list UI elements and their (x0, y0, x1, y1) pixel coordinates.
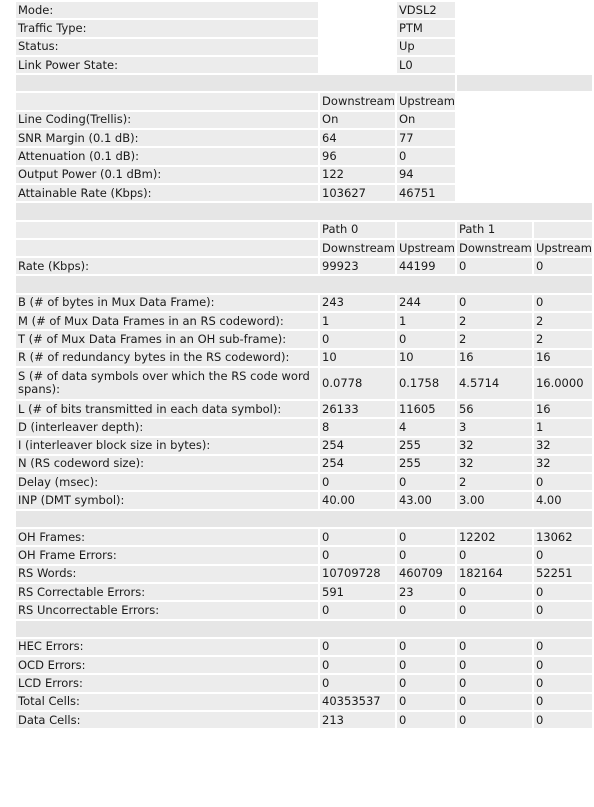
row-value: 16 (534, 350, 592, 366)
line-coding-up: On (397, 112, 455, 128)
row-value: 43.00 (397, 492, 455, 508)
row-value: 32 (457, 456, 532, 472)
table-row (16, 419, 592, 435)
row-value: 4.5714 (457, 368, 532, 399)
row-value: 0 (397, 602, 455, 618)
separator-row (16, 511, 592, 527)
row-value: 460709 (397, 566, 455, 582)
snr-margin-up: 77 (397, 130, 455, 146)
row-value: 0 (397, 712, 455, 728)
attainable-rate-up: 46751 (397, 185, 455, 201)
row-value: 12202 (457, 529, 532, 545)
row-value: 213 (320, 712, 395, 728)
row-value: 0 (320, 474, 395, 490)
row-value: 0 (457, 712, 532, 728)
table-row (16, 350, 592, 366)
traffic-type-value: PTM (397, 20, 455, 36)
row-label: T (# of Mux Data Frames in an OH sub-frame): (16, 331, 318, 347)
row-value: 0 (534, 547, 592, 563)
row-label: RS Uncorrectable Errors: (16, 602, 318, 618)
row-value: 10 (397, 350, 455, 366)
attenuation-label: Attenuation (0.1 dB): (16, 148, 318, 164)
table-row (16, 130, 592, 146)
row-value: 13062 (534, 529, 592, 545)
row-value: 591 (320, 584, 395, 600)
output-power-label: Output Power (0.1 dBm): (16, 167, 318, 183)
line-coding-down: On (320, 112, 395, 128)
row-label: OH Frames: (16, 529, 318, 545)
row-label: D (interleaver depth): (16, 419, 318, 435)
link-power-state-value: L0 (397, 57, 455, 73)
row-value: 1 (534, 419, 592, 435)
direction-header-row (16, 240, 592, 256)
row-value: 255 (397, 456, 455, 472)
row-value: 16 (457, 350, 532, 366)
table-row (16, 368, 592, 399)
row-value: 2 (457, 474, 532, 490)
table-row (16, 492, 592, 508)
row-value: 32 (457, 438, 532, 454)
row-value: 243 (320, 295, 395, 311)
row-value: 40353537 (320, 694, 395, 710)
row-value: 10 (320, 350, 395, 366)
table-row (16, 148, 592, 164)
table-row (16, 258, 592, 274)
table-row (16, 295, 592, 311)
separator-row (16, 276, 592, 292)
row-value: 0.0778 (320, 368, 395, 399)
row-value: 255 (397, 438, 455, 454)
row-value: 0 (457, 584, 532, 600)
table-row (16, 712, 592, 728)
snr-margin-label: SNR Margin (0.1 dB): (16, 130, 318, 146)
row-value: 1 (397, 313, 455, 329)
attainable-rate-down: 103627 (320, 185, 395, 201)
row-value: 16 (534, 401, 592, 417)
row-value: 0 (320, 657, 395, 673)
mode-label: Mode: (16, 2, 318, 18)
line-coding-label: Line Coding(Trellis): (16, 112, 318, 128)
row-label: N (RS codeword size): (16, 456, 318, 472)
row-label: M (# of Mux Data Frames in an RS codeword): (16, 313, 318, 329)
row-value: 1 (320, 313, 395, 329)
row-value: 0 (457, 547, 532, 563)
row-value: 26133 (320, 401, 395, 417)
row-value: 0 (457, 602, 532, 618)
row-value: 0 (397, 639, 455, 655)
row-label: RS Words: (16, 566, 318, 582)
row-label: OCD Errors: (16, 657, 318, 673)
row-value: 0.1758 (397, 368, 455, 399)
row-value: 40.00 (320, 492, 395, 508)
row-label: Data Cells: (16, 712, 318, 728)
row-value: 3 (457, 419, 532, 435)
table-row (16, 529, 592, 545)
row-label: Total Cells: (16, 694, 318, 710)
table-row (16, 167, 592, 183)
table-row (16, 639, 592, 655)
row-value: 0 (397, 331, 455, 347)
row-value: 0 (534, 675, 592, 691)
row-value: 52251 (534, 566, 592, 582)
row-value: 0 (534, 657, 592, 673)
row-value: 182164 (457, 566, 532, 582)
row-label: I (interleaver block size in bytes): (16, 438, 318, 454)
row-value: 0 (397, 657, 455, 673)
table-row (16, 401, 592, 417)
table-row (16, 602, 592, 618)
output-power-up: 94 (397, 167, 455, 183)
row-value: 32 (534, 438, 592, 454)
row-value: 0 (320, 547, 395, 563)
row-value: 0 (320, 675, 395, 691)
table-row (16, 112, 592, 128)
row-value: 254 (320, 456, 395, 472)
row-value: 0 (534, 712, 592, 728)
row-value: 3.00 (457, 492, 532, 508)
rate-label: Rate (Kbps): (16, 258, 318, 274)
row-value: 4 (397, 419, 455, 435)
row-value: 56 (457, 401, 532, 417)
path0-header: Path 0 (320, 222, 395, 238)
table-row (16, 331, 592, 347)
path0-downstream-header: Downstream (322, 240, 395, 255)
row-label: S (# of data symbols over which the RS code word spans): (16, 368, 318, 399)
row-value: 23 (397, 584, 455, 600)
row-label: HEC Errors: (16, 639, 318, 655)
table-row (16, 185, 592, 201)
table-row (16, 313, 592, 329)
line-upstream-header: Upstream (398, 94, 455, 109)
rate-p1-up: 0 (534, 258, 592, 274)
path1-downstream-header: Downstream (458, 240, 532, 255)
link-power-state-label: Link Power State: (16, 57, 318, 73)
row-value: 10709728 (320, 566, 395, 582)
table-row (16, 566, 592, 582)
table-row (16, 438, 592, 454)
table-row (16, 39, 592, 55)
path0-upstream-header: Upstream (398, 240, 455, 255)
attenuation-down: 96 (320, 148, 395, 164)
row-value: 0 (534, 694, 592, 710)
row-value: 16.0000 (534, 368, 592, 399)
row-value: 2 (457, 313, 532, 329)
table-row (16, 2, 592, 18)
row-value: 0 (320, 529, 395, 545)
row-value: 0 (457, 639, 532, 655)
row-value: 0 (534, 639, 592, 655)
row-value: 0 (534, 295, 592, 311)
row-value: 2 (534, 313, 592, 329)
row-value: 2 (457, 331, 532, 347)
snr-margin-down: 64 (320, 130, 395, 146)
row-value: 0 (397, 474, 455, 490)
row-label: LCD Errors: (16, 675, 318, 691)
row-label: L (# of bits transmitted in each data symbol): (16, 401, 318, 417)
row-value: 0 (397, 694, 455, 710)
line-header-row (16, 93, 592, 109)
row-value: 244 (397, 295, 455, 311)
rate-p0-down: 99923 (320, 258, 395, 274)
traffic-type-label: Traffic Type: (16, 20, 318, 36)
table-row (16, 20, 592, 36)
row-label: OH Frame Errors: (16, 547, 318, 563)
table-row (16, 694, 592, 710)
status-label: Status: (16, 39, 318, 55)
row-label: B (# of bytes in Mux Data Frame): (16, 295, 318, 311)
row-value: 0 (534, 584, 592, 600)
table-row (16, 547, 592, 563)
line-downstream-header: Downstream (322, 94, 395, 109)
row-value: 254 (320, 438, 395, 454)
path1-header: Path 1 (457, 222, 532, 238)
separator-row (16, 621, 592, 637)
row-value: 4.00 (534, 492, 592, 508)
mode-value: VDSL2 (397, 2, 455, 18)
table-row (16, 57, 592, 73)
table-row (16, 456, 592, 472)
attenuation-up: 0 (397, 148, 455, 164)
rate-p1-down: 0 (457, 258, 532, 274)
path-header-row (16, 222, 592, 238)
row-value: 2 (534, 331, 592, 347)
row-value: 0 (320, 639, 395, 655)
row-value: 0 (320, 331, 395, 347)
table-row (16, 675, 592, 691)
table-row (16, 474, 592, 490)
row-value: 0 (397, 675, 455, 691)
row-value: 0 (457, 675, 532, 691)
dsl-statistics-table (14, 0, 594, 730)
row-value: 0 (534, 602, 592, 618)
row-value: 0 (457, 295, 532, 311)
row-label: INP (DMT symbol): (16, 492, 318, 508)
row-value: 8 (320, 419, 395, 435)
table-row (16, 657, 592, 673)
separator-row (16, 75, 592, 91)
row-value: 0 (397, 529, 455, 545)
row-value: 0 (534, 474, 592, 490)
attainable-rate-label: Attainable Rate (Kbps): (16, 185, 318, 201)
table-row (16, 584, 592, 600)
row-label: Delay (msec): (16, 474, 318, 490)
row-label: R (# of redundancy bytes in the RS codeword): (16, 350, 318, 366)
row-value: 11605 (397, 401, 455, 417)
output-power-down: 122 (320, 167, 395, 183)
row-value: 0 (397, 547, 455, 563)
row-value: 0 (457, 657, 532, 673)
row-value: 0 (457, 694, 532, 710)
row-label: RS Correctable Errors: (16, 584, 318, 600)
rate-p0-up: 44199 (397, 258, 455, 274)
status-value: Up (397, 39, 455, 55)
row-value: 32 (534, 456, 592, 472)
separator-row (16, 203, 592, 219)
path1-upstream-header: Upstream (535, 240, 592, 255)
row-value: 0 (320, 602, 395, 618)
